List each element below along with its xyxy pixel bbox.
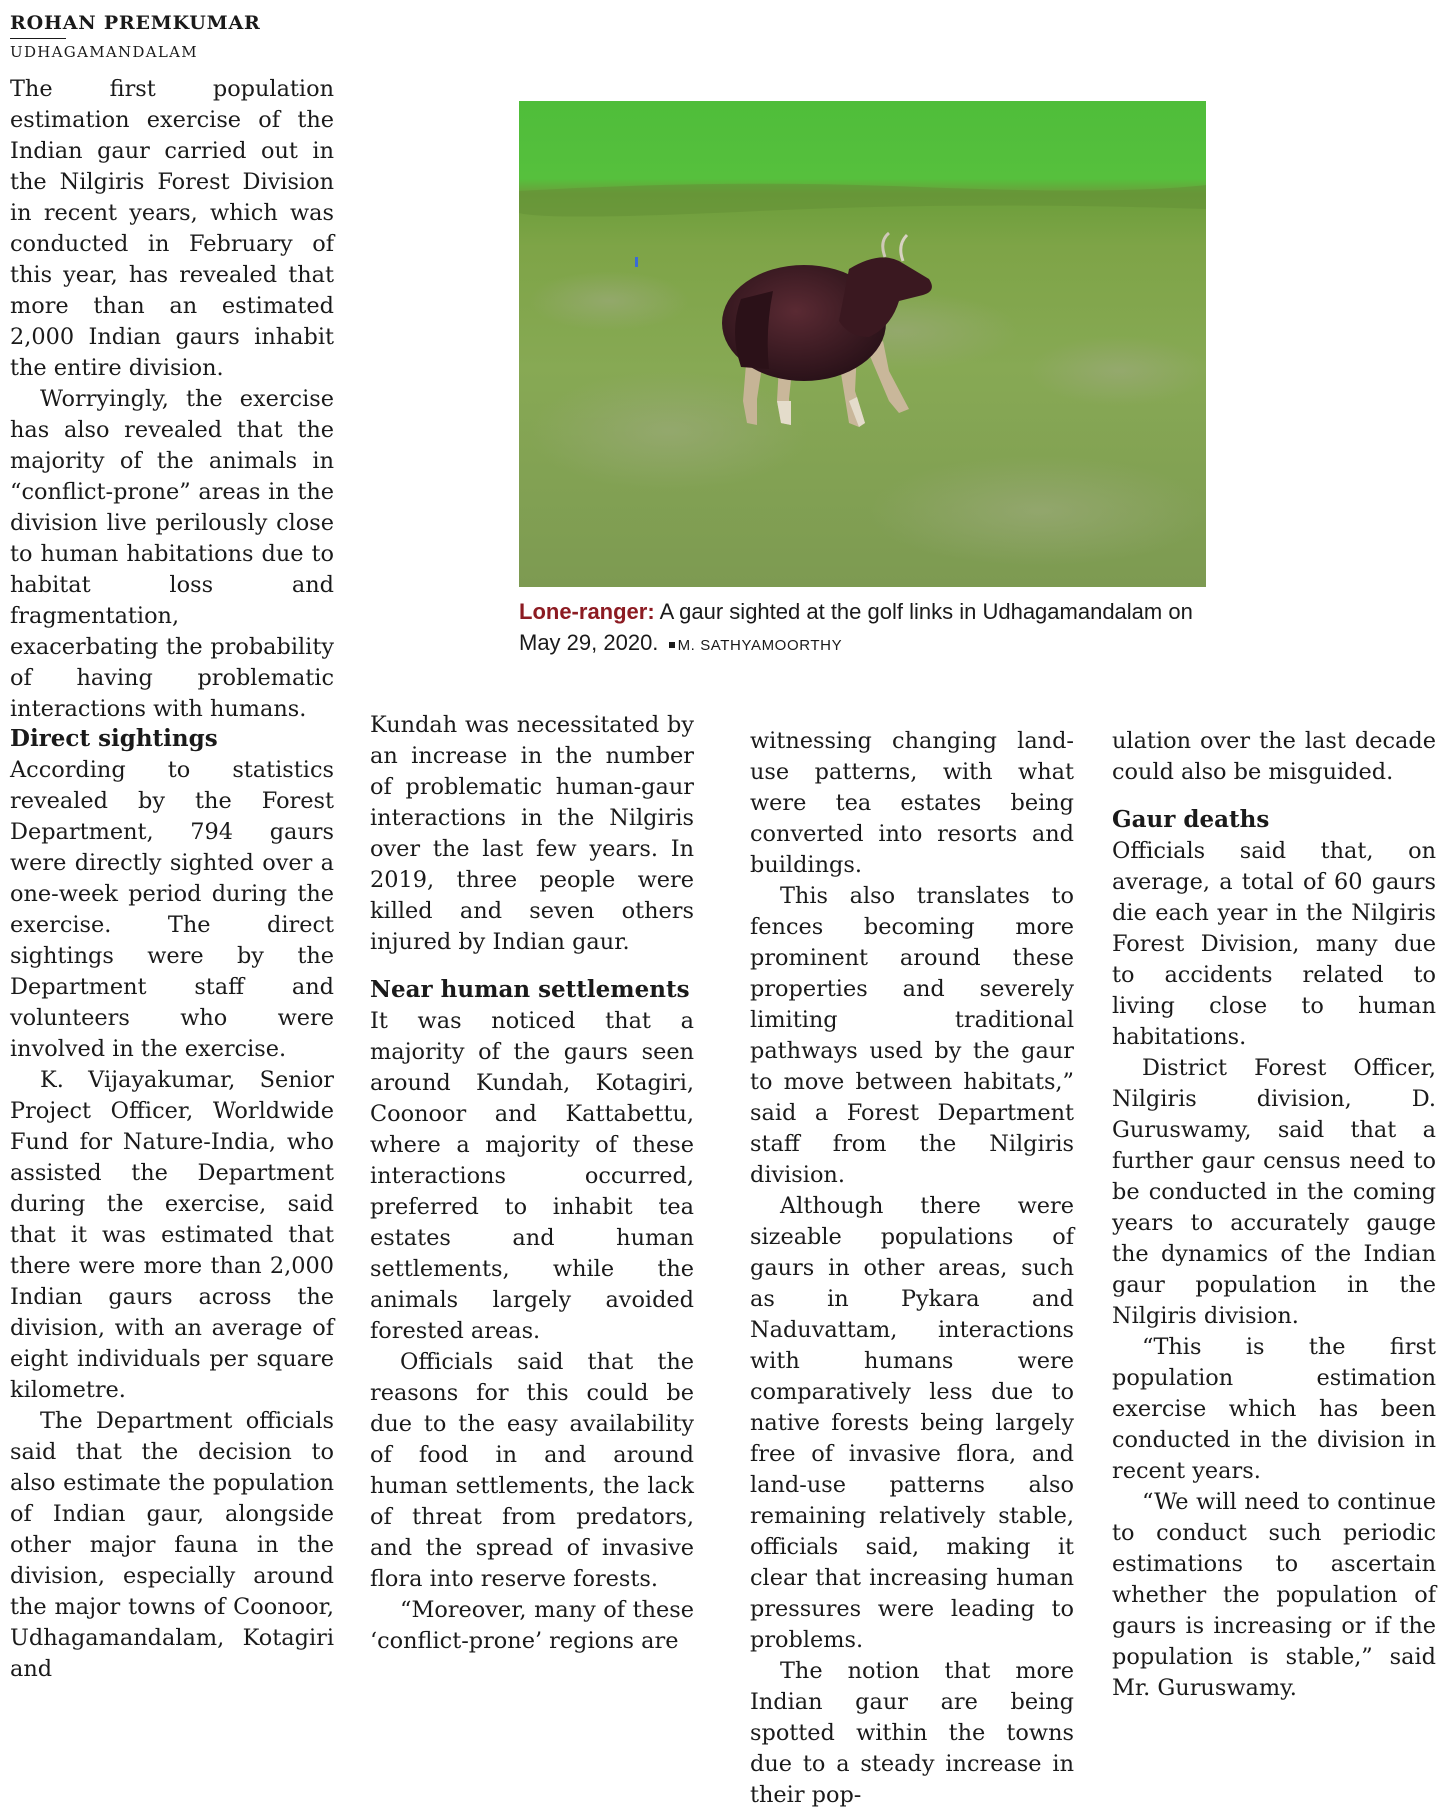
article-paragraph: “Moreover, many of these ‘conflict-prone’ regions are <box>370 1597 694 1654</box>
subheading-near-human-settlements: Near human settlements <box>370 976 690 1003</box>
column-direct-sightings <box>10 723 334 1685</box>
gaur-photo <box>519 101 1206 587</box>
byline <box>10 12 261 61</box>
article-paragraph: Officials said that the reasons for this could be due to the easy availability of food in and around human settlements, the lack of threat from predators, and the spread of invasive flora into reserve forests. <box>370 1349 694 1592</box>
dateline: UDHAGAMANDALAM <box>10 43 198 61</box>
article-paragraph: This also translates to fences becoming more prominent around these properties and severely limiting traditional pathways used by the gaur to move between habitats,” said a Forest Department staff from the Nilgiris division. <box>750 883 1074 1188</box>
article-paragraph: Although there were sizeable populations of gaurs in other areas, such as in Pykara and Naduvattam, interactions with humans were comparatively less due to native forests being largely free of invasive flora, and land-use patterns also remaining relatively stable, officials said, making it clear that increasing human pressures were leading to problems. <box>750 1193 1074 1653</box>
article-paragraph: It was noticed that a majority of the gaurs seen around Kundah, Kotagiri, Coonoor and Kattabettu, where a majority of these interactions occurred, preferred to inhabit tea estates and human settlements, while the animals largely avoided forested areas. <box>370 1008 694 1344</box>
section-gap <box>370 958 694 974</box>
section-gap <box>1112 788 1436 804</box>
article-paragraph: District Forest Officer, Nilgiris division, D. Guruswamy, said that a further gaur census need to be conducted in the coming years to accurately gauge the dynamics of the Indian gaur population in the Nilgiris division. <box>1112 1055 1436 1329</box>
credit-bullet <box>669 642 675 648</box>
article-paragraph: “This is the first population estimation exercise which has been conducted in the division in recent years. <box>1112 1334 1436 1484</box>
photo-credit <box>665 637 843 654</box>
article-paragraph: The Department officials said that the decision to also estimate the population of Indian gaur, alongside other major fauna in the division, especially around the major towns of Coonoor, Udhagamandalam, Kotagiri and <box>10 1408 334 1682</box>
subheading-direct-sightings: Direct sightings <box>10 725 218 752</box>
article-paragraph: ulation over the last decade could also be misguided. <box>1112 728 1436 785</box>
column-near-settlements <box>370 710 694 1657</box>
article-paragraph: The notion that more Indian gaur are being spotted within the towns due to a steady increase in their pop- <box>750 1658 1074 1808</box>
author-rule <box>10 38 66 39</box>
caption-text: A gaur sighted at the golf links in Udhagamandalam on May 29, 2020. <box>519 599 1193 655</box>
author-name: ROHAN PREMKUMAR <box>10 12 261 34</box>
article-paragraph: “We will need to continue to conduct such periodic estimations to ascertain whether the population of gaurs is increasing or if the population is stable,” said Mr. Guruswamy. <box>1112 1489 1436 1701</box>
subheading-gaur-deaths: Gaur deaths <box>1112 806 1270 833</box>
credit-name: M. SATHYAMOORTHY <box>677 637 843 654</box>
column-intro <box>10 74 334 725</box>
column-land-use <box>750 726 1074 1811</box>
gaur-photo-image <box>519 101 1206 587</box>
article-paragraph: The first population estimation exercise of the Indian gaur carried out in the Nilgiris Forest Division in recent years, which was conducted in February of this year, has revealed that more than an estimated 2,000 Indian gaurs inhabit the entire division. <box>10 76 334 381</box>
article-paragraph: K. Vijayakumar, Senior Project Officer, Worldwide Fund for Nature-India, who assisted the Department during the exercise, said that it was estimated that there were more than 2,000 Indian gaurs across the division, with an average of eight individuals per square kilometre. <box>10 1067 334 1403</box>
article-paragraph: Officials said that, on average, a total of 60 gaurs die each year in the Nilgiris Forest Division, many due to accidents related to living close to human habitations. <box>1112 838 1436 1050</box>
article-paragraph: Worryingly, the exercise has also revealed that the majority of the animals in “conflict-prone” areas in the division live perilously close to human habitations due to habitat loss and fragmentation, exacerbating the probability of having problematic interactions with humans. <box>10 386 334 722</box>
article-paragraph: witnessing changing land-use patterns, with what were tea estates being converted into resorts and buildings. <box>750 728 1074 878</box>
caption-label: Lone-ranger: <box>519 599 655 624</box>
photo-caption <box>519 596 1199 661</box>
article-paragraph: According to statistics revealed by the Forest Department, 794 gaurs were directly sighted over a one-week period during the exercise. The direct sightings were by the Department staff and volunteers who were involved in the exercise. <box>10 757 334 1062</box>
article-paragraph: Kundah was necessitated by an increase in the number of problematic human-gaur interactions in the Nilgiris over the last few years. In 2019, three people were killed and seven others injured by Indian gaur. <box>370 712 694 955</box>
column-gaur-deaths <box>1112 726 1436 1704</box>
